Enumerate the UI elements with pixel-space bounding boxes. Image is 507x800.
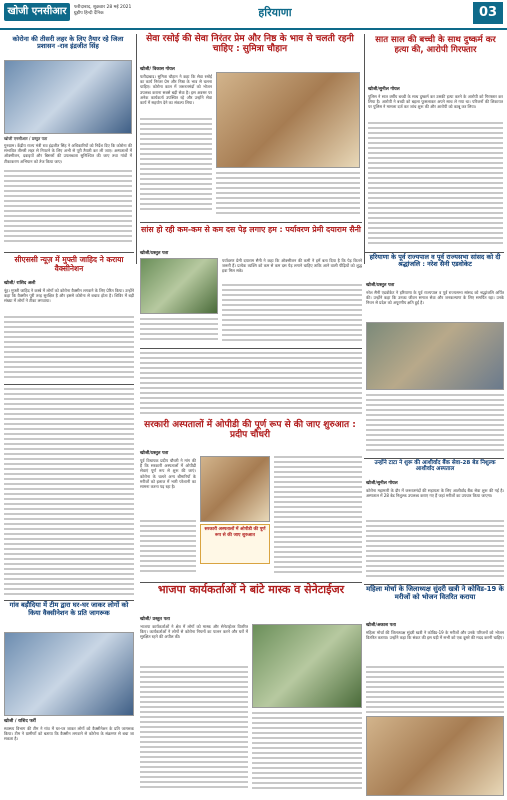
article-7-headline: उन्होंने टाटा ने शुरू की आशीर्वाद बैंक सेवा-28 बेड निशुल्क आशीर्वाद अस्पताल [374,460,496,473]
article-10-byline: खोजी/ प्रस्तुत पता [140,617,170,622]
article-9-headline: गांव बड़ौदिया में टीम द्वारा घर-घर जाकर लोगों को किया वैक्सीनेशन के प्रति जागरूक [9,601,129,617]
row-divider [364,458,504,459]
edition-info [74,5,194,17]
page-number: 03 [473,2,503,24]
article-7-byline: खोजी/सुनील गोयल [366,481,398,486]
article-2-text-lines [140,118,212,216]
article-5-body: नरेश सैनी एडवोकेट ने हरियाणा के पूर्व राज्यपाल व पूर्व राज्यसभा सांसद को श्रद्धांजलि अर्पित की। उन्होंने कहा कि उनका जीवन समाज सेवा और जनकल्याण के लिए समर्पित रहा। उनके निधन से प्रदेश को अपूरणीय क्षति हुई है। [366,290,504,306]
article-8-headline: सरकारी अस्पतालों में ओपीडी की पूर्ण रूप से की जाए शुरुआत : प्रदीप चौधरी [144,420,356,441]
row-divider [4,384,134,385]
article-10-text-lines [140,666,248,794]
article-6-body: नूंह। मुफ्ती जाहिद ने कस्बे में लोगों को कोरोना वैक्सीन लगवाने के लिए प्रेरित किया। उन्होंने कहा कि वैक्सीन पूरी तरह सुरक्षित है और इससे कोरोना से बचाव होता है। शिविर में बड़ी संख्या में लोगों ने टीका लगवाया। [4,288,134,304]
article-6-headline: सीएससी न्यूज़ में मुफ्ती जाहिद ने कराया वैक्सीनेशन [14,255,124,273]
edition-date: फरीदाबाद, शुक्रवार 28 मई 2021 [74,5,132,10]
article-5-headline: हरियाणा के पूर्व राज्यपाल व पूर्व राज्यसभा सांसद को दी श्रद्धांजलि : नरेश सैनी एडवोकेट [369,253,501,269]
article-11-body: महिला मोर्चा की जिलाध्यक्ष सुंदरी खत्री ने कोविड-19 के मरीजों और उनके परिजनों को भोजन वितरित कराया। उन्होंने कहा कि संकट की इस घड़ी में सभी को एक दूसरे की मदद करनी चाहिए। [366,630,504,641]
article-3-text-lines [368,122,503,248]
column-divider [364,34,365,264]
article-3-byline: खोजी/सुनील गोयल [368,87,400,92]
article-5-text-lines [366,394,504,454]
article-2-text-lines-2 [216,172,360,218]
article-8-body: पूर्व विधायक प्रदीप चौधरी ने मांग की है कि सरकारी अस्पतालों में ओपीडी सेवाएं पूर्ण रूप से शुरू की जाएं। कोरोना के चलते अन्य बीमारियों के मरीजों को इलाज में भारी परेशानी का सामना करना पड़ रहा है। [140,458,196,490]
article-11-headline: महिला मोर्चा के जिलाध्यक्ष सुंदरी खत्री ने कोविड-19 के मरीजों को भोजन वितरित कराया [366,585,504,601]
column-divider [136,34,137,264]
article-4-text-lines-3 [140,352,362,416]
article-1-photo [4,60,132,134]
article-8-byline: खोजी/प्रस्तुत पता [140,451,169,456]
article-9-photo [4,632,134,716]
article-10-body: भाजपा कार्यकर्ताओं ने क्षेत्र में लोगों को मास्क और सेनेटाईजर वितरित किए। कार्यकर्ताओं ने लोगों से कोरोना नियमों का पालन करने और घरों में सुरक्षित रहने की अपील की। [140,624,248,640]
row-divider [140,348,362,349]
article-8-pull-quote: सरकारी अस्पतालों में ओपीडी की पूर्ण रूप से की जाए शुरुआत [200,524,270,564]
article-3-headline: सात साल की बच्ची के साथ दुष्कर्म कर हत्या की, आरोपी गिरफ्तार [375,35,496,55]
article-3-body: पुलिस ने सात वर्षीय बच्ची के साथ दुष्कर्म कर उसकी हत्या करने के आरोपी को गिरफ्तार कर लिया है। आरोपी ने बच्ची को बहला फुसलाकर अपने साथ ले गया था। परिजनों की शिकायत पर पुलिस ने मामला दर्ज कर जांच शुरू की और आरोपी को काबू कर लिया। [368,94,503,110]
article-7-text-lines [366,520,504,580]
article-6-text-lines [4,316,134,380]
article-1-text-lines [4,170,132,248]
article-2-body: फरीदाबाद। सुमित्रा चौहान ने कहा कि सेवा रसोई का कार्य निरंतर प्रेम और निष्ठा के भाव से चलना चाहिए। कोरोना काल में जरूरतमंदों को भोजन उपलब्ध कराना सबसे बड़ी सेवा है। इस अवसर पर अनेक कार्यकर्ता उपस्थित रहे और उन्होंने सेवा कार्य में सहयोग देने का संकल्प लिया। [140,74,212,106]
article-6-text-lines-2 [4,388,134,598]
article-8-portrait-photo [200,456,270,522]
article-5-photo [366,322,504,390]
article-4-text-lines-2 [140,318,218,344]
article-2-photo [216,72,360,168]
article-5-byline: खोजी/प्रस्तुत पता [366,283,395,288]
section-title: हरियाणा [258,6,292,19]
edition-tagline: ग्रुड़ीप हिन्दी दैनिक [74,11,104,16]
masthead [0,0,507,30]
article-11-photo [366,716,504,796]
article-2-headline: सेवा रसोई की सेवा निरंतर प्रेम और निष्ठ के भाव से चलती रहनी चाहिए : सुमित्रा चौहान [146,34,354,55]
row-divider [140,222,362,223]
article-4-byline: खोजी/प्रस्तुत पता [140,251,169,256]
article-8-text-lines-2 [274,456,362,578]
article-6-byline: खोजी/ राशिद अली [4,281,36,286]
article-8-text-lines [140,520,196,578]
article-10-headline: भाजपा कार्यकर्ताओं ने बांटे मास्क व सेनेटाईजर [157,583,345,596]
article-7-body: कोरोना महामारी के दौर में जरूरतमंदों की सहायता के लिए आशीर्वाद बैंक सेवा शुरू की गई है। अस्पताल में 28 बेड निशुल्क उपलब्ध कराए गए हैं जहां मरीजों का उपचार किया जाएगा। [366,488,504,499]
article-1-caption: खोजी एनसीआर / प्रस्तुत पता [4,136,48,141]
article-1-headline: कोरोना की तीसरी लहर के लिए तैयार रहे जिला प्रशासन -राव इंद्रजीत सिंह [12,35,124,51]
newspaper-logo: खोजी एनसीआर [4,3,70,21]
article-11-text-lines [366,666,504,716]
article-10-photo [252,624,362,708]
article-2-byline: खोजी/ विकास गोयल [140,67,175,72]
row-divider [4,252,134,253]
article-4-text-lines [222,284,362,344]
article-9-byline: खोजी / राशिद फर्री [4,719,36,724]
article-4-photo [140,258,218,314]
article-10-text-lines-2 [252,712,362,794]
article-1-body: गुरुग्राम। केंद्रीय राज्य मंत्री राव इंद्रजीत सिंह ने अधिकारियों को निर्देश दिए कि कोरोना की संभावित तीसरी लहर से निपटने के लिए अभी से पूरी तैयारी कर ली जाए। अस्पतालों में ऑक्सीजन, दवाइयों और बिस्तरों की उपलब्धता सुनिश्चित की जाए तथा गांवों में टीकाकरण अभियान को तेज किया जाए। [4,143,132,164]
article-9-body: स्वास्थ्य विभाग की टीम ने गांव में घर-घर जाकर लोगों को वैक्सीनेशन के प्रति जागरूक किया। टीम ने ग्रामीणों को बताया कि वैक्सीन लगवाने से कोरोना के संक्रमण से बचा जा सकता है। [4,726,134,742]
article-4-body: पर्यावरण प्रेमी दयाराम सैनी ने कहा कि ऑक्सीजन की कमी ने हमें बता दिया है कि पेड़ कितने जरूरी हैं। प्रत्येक व्यक्ति को कम से कम दस पेड़ लगाने चाहिए ताकि आने वाली पीढ़ियों को शुद्ध हवा मिल सके। [222,258,362,274]
article-11-byline: खोजी/अकाश पता [366,623,396,628]
article-4-headline: सांस हो रही कम-कम से कम दस पेड़ लगाए हम : पर्यावरण प्रेमी दयाराम सैनी [141,225,361,234]
